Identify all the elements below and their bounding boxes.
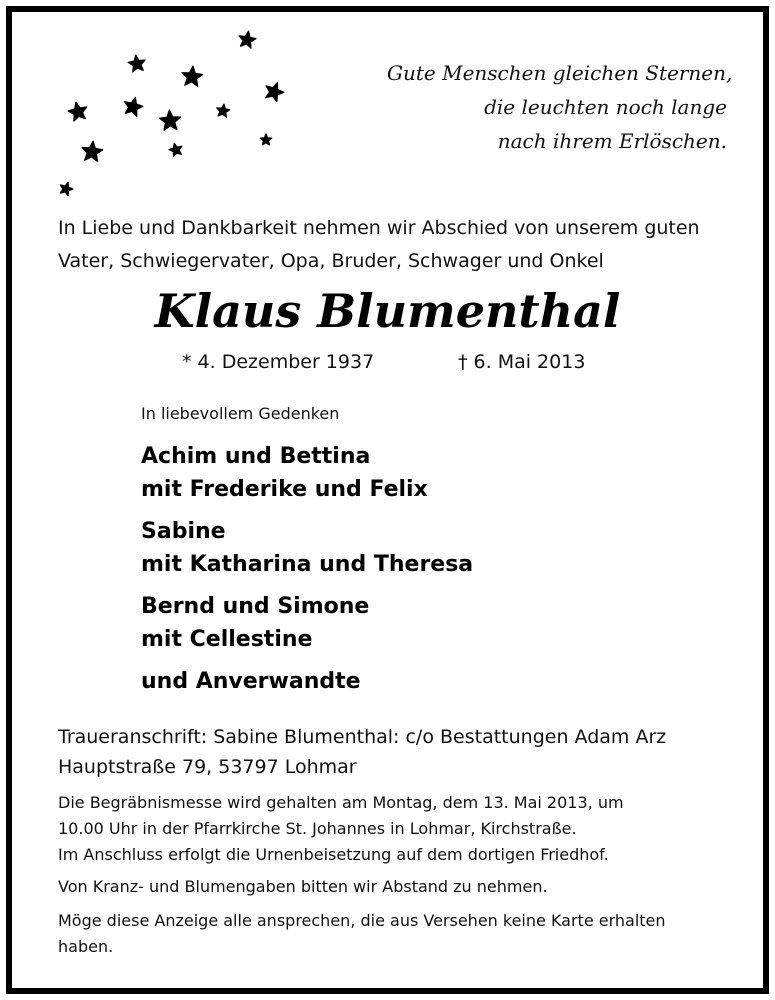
memory-label: In liebevollem Gedenken [141, 404, 340, 423]
stars-decoration [12, 12, 312, 212]
wreath-note: Von Kranz- und Blumengaben bitten wir Abstand zu nehmen. [58, 877, 548, 896]
family-line: Achim und Bettina [141, 444, 371, 469]
family-entry [141, 515, 473, 581]
intro-text [58, 212, 738, 278]
star-icon [217, 104, 230, 117]
star-icon [182, 66, 203, 86]
birth-date: * 4. Dezember 1937 [182, 351, 375, 373]
star-icon [266, 83, 284, 102]
star-icon [125, 97, 144, 116]
motto [387, 56, 733, 158]
address-line: Hauptstraße 79, 53797 Lohmar [58, 756, 357, 778]
family-line: und Anverwandte [141, 669, 361, 694]
star-icon [260, 134, 271, 145]
star-icon [60, 182, 73, 195]
funeral-line: Die Begräbnismesse wird gehalten am Montag, dem 13. Mai 2013, um [58, 793, 624, 812]
family-line: mit Frederike und Felix [141, 477, 428, 502]
address-line: Traueranschrift: Sabine Blumenthal: c/o Bestattungen Adam Arz [58, 726, 667, 748]
family-entry [141, 440, 473, 506]
closing-note [58, 908, 726, 960]
deceased-name: Klaus Blumenthal [154, 284, 621, 338]
family-entry [141, 665, 473, 698]
star-icon [128, 55, 145, 72]
star-icon [82, 141, 103, 161]
funeral-line: 10.00 Uhr in der Pfarrkirche St. Johannes in Lohmar, Kirchstraße. [58, 819, 577, 838]
motto-line: Gute Menschen gleichen Sternen, [387, 61, 733, 85]
obituary-notice [6, 6, 769, 994]
motto-line: nach ihrem Erlöschen. [497, 129, 727, 153]
death-date: † 6. Mai 2013 [458, 351, 586, 373]
intro-line: In Liebe und Dankbarkeit nehmen wir Abschied von unserem guten [58, 217, 700, 239]
family-line: mit Katharina und Theresa [141, 552, 474, 577]
closing-line: Möge diese Anzeige alle ansprechen, die aus Versehen keine Karte erhalten [58, 911, 666, 930]
family-list [141, 440, 473, 707]
family-line: mit Cellestine [141, 627, 313, 652]
funeral-info [58, 790, 726, 868]
star-icon [239, 31, 256, 48]
intro-line: Vater, Schwiegervater, Opa, Bruder, Schwager und Onkel [58, 250, 604, 272]
family-line: Bernd und Simone [141, 594, 370, 619]
closing-line: haben. [58, 937, 114, 956]
family-entry [141, 590, 473, 656]
family-line: Sabine [141, 519, 226, 544]
funeral-line: Im Anschluss erfolgt die Urnenbeisetzung auf dem dortigen Friedhof. [58, 845, 609, 864]
star-icon [68, 102, 87, 121]
mourning-address [58, 722, 666, 782]
motto-line: die leuchten noch lange [484, 95, 727, 119]
star-icon [169, 143, 182, 156]
star-icon [159, 110, 180, 130]
